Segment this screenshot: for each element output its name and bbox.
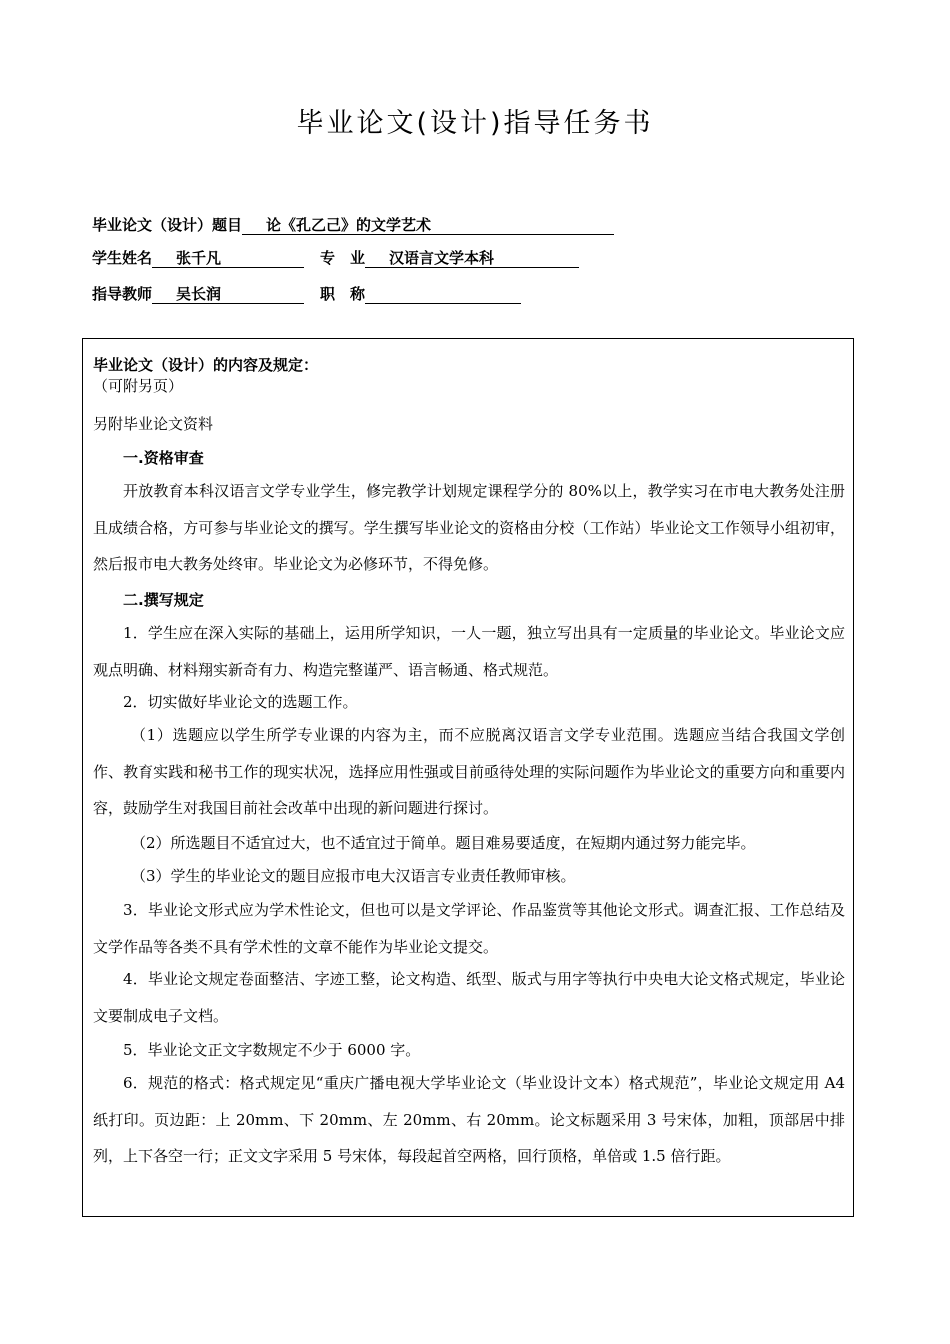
section-1-title: 一.资格审查 <box>123 449 204 467</box>
rank-label: 职 称 <box>320 285 366 303</box>
attach-line: 另附毕业论文资料 <box>93 415 214 433</box>
item-2: 2．切实做好毕业论文的选题工作。 <box>123 693 358 711</box>
item-6: 6．规范的格式：格式规定见“重庆广播电视大学毕业论文（毕业设计文本）格式规范”，毕业论文规定用 A4 纸打印。页边距：上 20mm、下 20mm、左 20mm、右 20mm。论文标题采用 3 号宋体，加粗，顶部居中排列，上下各空一行；正文文字采用 5 号宋体，每段起首空两格，回行顶格，单倍或 1.5 倍行距。 <box>93 1074 845 1165</box>
topic-row <box>92 213 614 237</box>
student-name-label: 学生姓名 <box>92 249 153 267</box>
teacher-value: 吴长润 <box>152 282 304 304</box>
topic-label: 毕业论文（设计）题目 <box>92 216 243 234</box>
item-5: 5．毕业论文正文字数规定不少于 6000 字。 <box>123 1041 421 1059</box>
section-1-body: 开放教育本科汉语言文学专业学生，修完教学计划规定课程学分的 80%以上，教学实习在市电大教务处注册且成绩合格，方可参与毕业论文的撰写。学生撰写毕业论文的资格由分校（工作站）毕业论文工作领导小组初审，然后报市电大教务处终审。毕业论文为必修环节，不得免修。 <box>93 482 845 573</box>
major-label: 专 业 <box>320 249 366 267</box>
item-4: 4．毕业论文规定卷面整洁、字迹工整，论文构造、纸型、版式与用字等执行中央电大论文格式规定，毕业论文要制成电子文档。 <box>93 970 845 1025</box>
content-box <box>82 338 854 1217</box>
student-name-value: 张千凡 <box>152 246 304 268</box>
topic-value: 论《孔乙己》的文学艺术 <box>242 213 614 235</box>
item-2-3: （3）学生的毕业论文的题目应报市电大汉语言专业责任教师审核。 <box>131 867 576 885</box>
major-value: 汉语言文学本科 <box>365 246 579 268</box>
item-2-1: （1）选题应以学生所学专业课的内容为主，而不应脱离汉语言文学专业范围。选题应当结合我国文学创作、教育实践和秘书工作的现实状况，选择应用性强或目前亟待处理的实际问题作为毕业论文的重要方向和重要内容，鼓励学生对我国目前社会改革中出现的新问题进行探讨。 <box>93 726 845 817</box>
student-row <box>92 246 579 270</box>
item-2-2: （2）所选题目不适宜过大，也不适宜过于简单。题目难易要适度，在短期内通过努力能完毕。 <box>131 834 756 852</box>
section-2-title: 二.撰写规定 <box>123 591 204 609</box>
content-heading: 毕业论文（设计）的内容及规定： <box>93 356 319 374</box>
item-1: 1．学生应在深入实际的基础上，运用所学知识，一人一题，独立写出具有一定质量的毕业论文。毕业论文应观点明确、材料翔实新奇有力、构造完整谨严、语言畅通、格式规范。 <box>93 624 845 679</box>
teacher-label: 指导教师 <box>92 285 153 303</box>
document-title: 毕业论文(设计)指导任务书 <box>296 108 654 139</box>
attach-note: （可附另页） <box>93 377 184 395</box>
rank-value <box>365 282 521 304</box>
item-3: 3．毕业论文形式应为学术性论文，但也可以是文学评论、作品鉴赏等其他论文形式。调查汇报、工作总结及文学作品等各类不具有学术性的文章不能作为毕业论文提交。 <box>93 901 845 956</box>
teacher-row <box>92 282 521 306</box>
